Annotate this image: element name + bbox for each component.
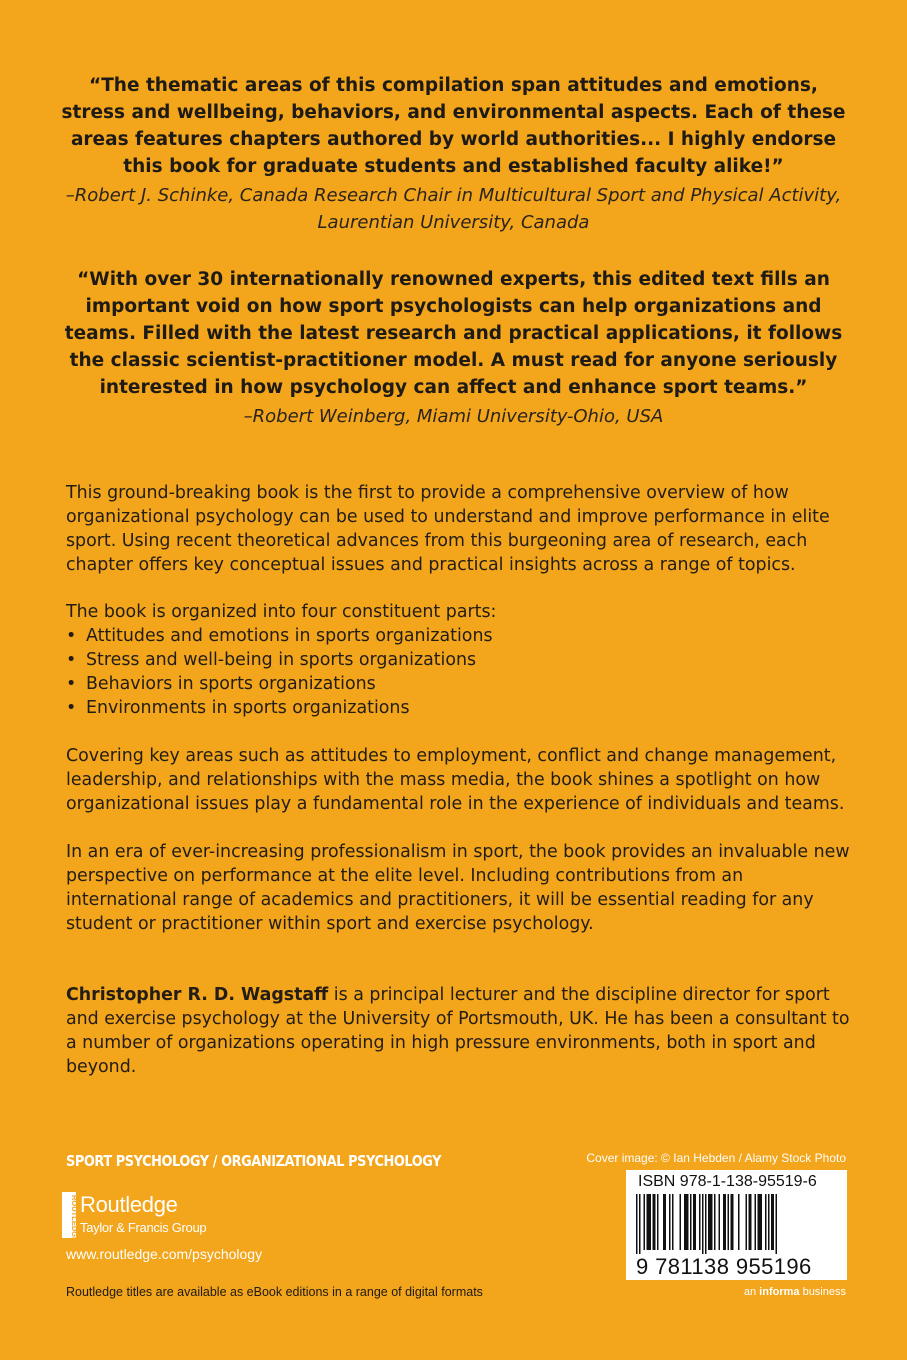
barcode-bar (669, 1194, 671, 1250)
description-paragraph-4: In an era of ever-increasing professionalism in sport, the book provides an invaluable new perspective on performance at the elite level. Including contributions from an international range of academics and practitioners, it will be essential reading for any student or practitioner within sport and exercise psychology. (66, 842, 850, 934)
quote-attribution: –Robert Weinberg, Miami University-Ohio, USA (243, 406, 664, 427)
barcode-bar (702, 1194, 704, 1256)
description-paragraph-3: Covering key areas such as attitudes to employment, conflict and change management, leadership, and relationships with the mass media, the book shines a spotlight on how organizational issues play a fundamental role in the experience of individuals and teams. (66, 746, 845, 814)
barcode-bar (653, 1194, 656, 1250)
author-bio (66, 983, 856, 1079)
ebook-note: Routledge titles are available as eBook editions in a range of digital formats (66, 1285, 483, 1299)
barcode-bar (738, 1194, 740, 1250)
barcode-bar (771, 1194, 774, 1250)
list-item: • Attitudes and emotions in sports organizations (66, 624, 856, 648)
author-bio-text: is a principal lecturer and the discipline director for sport and exercise psychology at the University of Portsmouth, UK. He has been a consultant to a number of organizations operating in high pressure environments, both in sport and beyond. (66, 985, 850, 1077)
quote-text: “The thematic areas of this compilation span attitudes and emotions, stress and wellbeing, behaviors, and environmental aspects. Each of these areas features chapters authored by world authorities... I highly endorse this book for graduate students and established faculty alike!” (61, 75, 846, 177)
barcode-bar (731, 1194, 734, 1250)
list-item: • Environments in sports organizations (66, 696, 856, 720)
subject-category: SPORT PSYCHOLOGY / ORGANIZATIONAL PSYCHOLOGY (66, 1152, 442, 1170)
barcode-bar (639, 1194, 641, 1256)
barcode-bar (758, 1194, 763, 1250)
barcode-bar (663, 1194, 666, 1250)
barcode-bar (644, 1194, 646, 1250)
barcode-bar (699, 1194, 701, 1250)
barcode-bar (723, 1194, 726, 1250)
informa-tagline (744, 1286, 846, 1298)
barcode-bar (755, 1194, 757, 1250)
isbn-digits: 9 781138 955196 (636, 1254, 812, 1279)
informa-prefix: an (743, 1286, 760, 1298)
barcode-bar (728, 1194, 730, 1250)
publisher-url: www.routledge.com/psychology (66, 1246, 263, 1262)
endorsement-quote-1 (60, 72, 847, 236)
quote-attribution: –Robert J. Schinke, Canada Research Chair in Multicultural Sport and Physical Activity, Laurentian University, Canada (65, 185, 842, 233)
barcode-bar (749, 1194, 752, 1250)
barcode-bar (684, 1194, 689, 1250)
barcode-bar (636, 1194, 638, 1256)
cover-credit: Cover image: © Ian Hebden / Alamy Stock Photo (586, 1151, 846, 1165)
barcode-bar (647, 1194, 652, 1250)
barcode-bar (714, 1194, 716, 1250)
barcode-bar (768, 1194, 770, 1250)
barcode-bar (672, 1194, 674, 1250)
description-paragraph-1: This ground-breaking book is the first to provide a comprehensive overview of how organizational psychology can be used to understand and improve performance in elite sport. Using recent theoretical advances from this burgeoning area of research, each chapter offers key conceptual issues and practical insights across a range of topics. (66, 483, 830, 575)
barcode-bar (690, 1194, 692, 1250)
barcode-bar (765, 1194, 767, 1250)
barcode-bar (776, 1194, 778, 1256)
barcode-bars (630, 1194, 844, 1256)
barcode-bar (708, 1194, 713, 1250)
isbn-barcode (626, 1170, 847, 1280)
informa-suffix: business (799, 1286, 846, 1298)
quote-text: “With over 30 internationally renowned experts, this edited text fills an important void on how sport psychologists can help organizations and teams. Filled with the latest research and practical applications, it follows the classic scientist-practitioner model. A must read for anyone seriously interested in how psychology can affect and enhance sport teams.” (64, 269, 843, 398)
informa-name: informa (759, 1286, 800, 1298)
list-item: • Stress and well-being in sports organizations (66, 648, 856, 672)
barcode-bar (693, 1194, 696, 1250)
barcode-bar (719, 1194, 721, 1250)
publisher-logo (62, 1192, 262, 1243)
barcode-bar (680, 1194, 682, 1250)
author-name: Christopher R. D. Wagstaff (66, 985, 329, 1005)
logo-mark-text: ROUTLEDGE (70, 1195, 79, 1243)
publisher-group: Taylor & Francis Group (80, 1220, 207, 1235)
endorsement-quote-2 (60, 266, 847, 430)
barcode-bar (705, 1194, 707, 1256)
publisher-name: Routledge (80, 1192, 178, 1217)
barcode-bar (746, 1194, 748, 1250)
parts-intro: The book is organized into four constituent parts: (66, 602, 497, 622)
routledge-logo-icon (62, 1192, 79, 1243)
barcode-bar (657, 1194, 659, 1250)
parts-list (66, 624, 856, 720)
list-item: • Behaviors in sports organizations (66, 672, 856, 696)
parts-section (66, 600, 856, 720)
isbn-label: ISBN 978-1-138-95519-6 (638, 1173, 817, 1190)
